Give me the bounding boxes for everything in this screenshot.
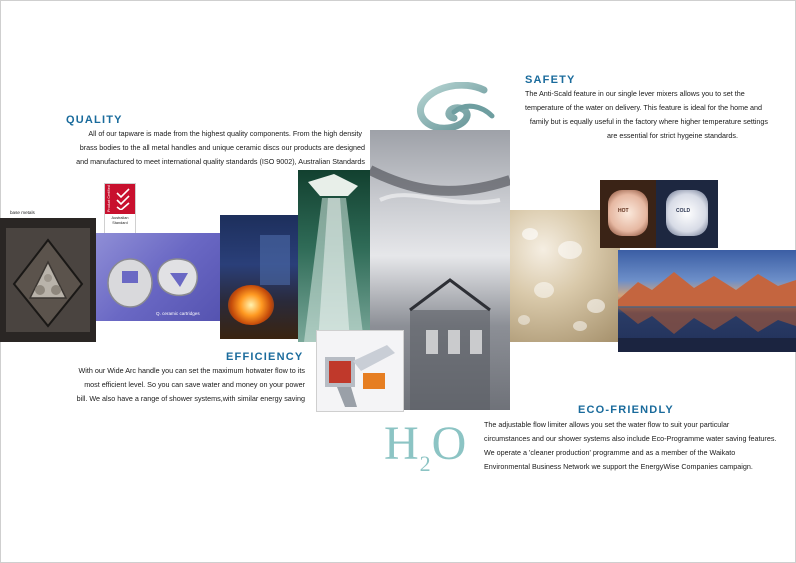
safety-line: family but is equally useful in the factory where higher temperature settings <box>529 117 768 126</box>
eco-line: Environmental Business Network we support the EnergyWise Companies campaign. <box>484 462 753 471</box>
foundry-machine <box>260 235 290 285</box>
quality-line: brass bodies to the all metal handles and unique ceramic discs our products are designed <box>79 143 365 152</box>
quality-line: and manufactured to meet international quality standards (ISO 9002), Australian Standards <box>76 157 365 166</box>
eco-heading: ECO-FRIENDLY <box>578 404 674 416</box>
badge-mid-text: Australian Standard <box>111 216 129 225</box>
check-marks-icon <box>115 188 131 210</box>
cold-label: COLD <box>676 208 691 214</box>
shower-head-photo <box>298 170 370 342</box>
ceramic-discs-icon <box>96 233 220 321</box>
cold-handle-photo <box>656 180 718 248</box>
safety-line: temperature of the water on delivery. This feature is ideal for the home and <box>525 103 763 112</box>
efficiency-line: most efficient level. So you can save water and money on your power <box>84 380 305 389</box>
efficiency-line: With our Wide Arc handle you can set the maximum hotwater flow to its <box>78 366 305 375</box>
safety-line: are essential for strict hygeine standards. <box>606 131 738 140</box>
eco-line: circumstances and our shower systems also include Eco-Programme water saving features. <box>484 434 777 443</box>
safety-heading: SAFETY <box>525 74 576 86</box>
h2o-h: H <box>384 417 420 470</box>
hot-label: HOT <box>618 208 629 214</box>
efficiency-heading: EFFICIENCY <box>226 351 304 363</box>
quality-heading: QUALITY <box>66 114 123 126</box>
h2o-sub: 2 <box>419 451 432 476</box>
efficiency-line: bill. We also have a range of shower systems,with similar energy saving <box>76 394 305 403</box>
base-metals-caption: base metals <box>10 210 35 215</box>
h2o-logo <box>384 417 468 476</box>
foundry-photo <box>220 215 298 339</box>
mixer-cutaway-photo <box>316 330 404 412</box>
efficiency-text <box>40 364 305 406</box>
quality-text <box>18 127 365 169</box>
hot-handle-photo <box>600 180 656 248</box>
shower-spray-icon <box>298 170 370 342</box>
badge-top-text: Product Certified <box>107 185 111 212</box>
quality-line: All of our tapware is made from the highest quality components. From the high density <box>88 129 362 138</box>
h2o-o: O <box>431 417 468 470</box>
certification-badge <box>104 183 136 235</box>
molten-metal-glow <box>228 285 274 325</box>
base-metals-photo <box>0 218 96 342</box>
ceramic-caption: Q. ceramic cartridges <box>156 311 200 316</box>
eco-text <box>484 418 784 474</box>
ceramic-cartridges-photo <box>96 233 220 321</box>
valve-cutaway-icon <box>317 331 403 411</box>
eco-line: We operate a 'cleaner production' programme and as a member of the Waikato <box>484 448 736 457</box>
safety-line: The Anti-Scald feature in our single lever mixers allows you to set the <box>525 89 745 98</box>
swirl-logo-icon <box>414 82 500 136</box>
mountain-lake-photo <box>618 250 796 352</box>
eco-line: The adjustable flow limiter allows you set the water flow to suit your particular <box>484 420 730 429</box>
badge-red-panel <box>105 184 135 214</box>
mountains-icon <box>618 250 796 352</box>
